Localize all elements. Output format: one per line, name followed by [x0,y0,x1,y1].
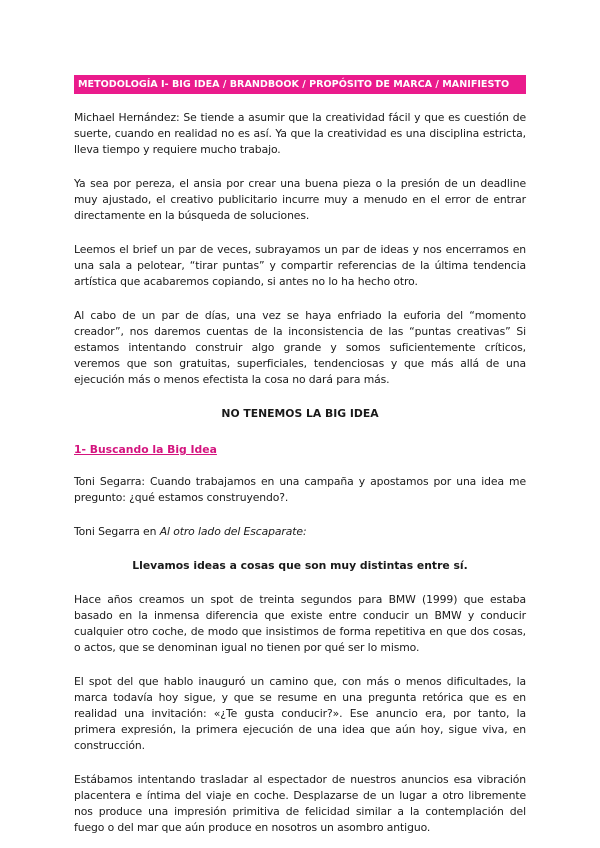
paragraph: Al cabo de un par de días, una vez se haya enfriado la euforia del “momento creador”, nos daremos cuentas de la inconsistencia de las “puntas creativas” Si estamos intentando construir algo grande y somos suficientemente críticos, veremos que son gratuitas, superficiales, tendenciosas y que más allá de una ejecución más o menos efectista la cosa no dará para más. [74,309,526,386]
paragraph: Estábamos intentando trasladar al espectador de nuestros anuncios esa vibración placentera e íntima del viaje en coche. Desplazarse de un lugar a otro libremente nos produce una impresión primitiva de felicidad similar a la contemplación del fuego o del mar que aún produce en nosotros un asombro antiguo. [74,773,526,834]
quote-heading: Llevamos ideas a cosas que son muy distintas entre sí. [132,559,468,572]
book-title: Al otro lado del Escaparate: [159,525,307,538]
citation-prefix: Toni Segarra en [74,525,157,538]
paragraph: Hace años creamos un spot de treinta segundos para BMW (1999) que estaba basado en la inmensa diferencia que existe entre conducir un BMW y conducir cualquier otro coche, de modo que insistimos de forma repetitiva en que dos cosas, o actos, que se denominan igual no tienen por qué ser lo mismo. [74,593,526,654]
paragraph: Ya sea por pereza, el ansia por crear una buena pieza o la presión de un deadline muy ajustado, el creativo publicitario incurre muy a menudo en el error de entrar directamente en la búsqueda de soluciones. [74,177,526,222]
paragraph: Michael Hernández: Se tiende a asumir que la creatividad fácil y que es cuestión de suerte, cuando en realidad no es así. Ya que la creatividad es una disciplina estricta, lleva tiempo y requiere mucho trabajo. [74,111,526,156]
document-body [74,110,526,848]
section-header-bar: METODOLOGÍA I- BIG IDEA / BRANDBOOK / PROPÓSITO DE MARCA / MANIFIESTO [74,75,526,94]
section-link-buscando-big-idea[interactable]: 1- Buscando la Big Idea [74,443,217,456]
paragraph: Toni Segarra: Cuando trabajamos en una campaña y apostamos por una idea me pregunto: ¿qué estamos construyendo?. [74,475,526,504]
centered-heading: NO TENEMOS LA BIG IDEA [221,407,379,420]
paragraph: El spot del que hablo inauguró un camino que, con más o menos dificultades, la marca todavía hoy sigue, y que se resume en una pregunta retórica que es en realidad una invitación: «¿Te gusta conducir?». Ese anuncio era, por tanto, la primera expresión, la primera ejecución de una idea que aún hoy, sigue viva, en construcción. [74,675,526,752]
paragraph [74,524,526,540]
paragraph: Leemos el brief un par de veces, subrayamos un par de ideas y nos encerramos en una sala a pelotear, “tirar puntas” y compartir referencias de la última tendencia artística que acabaremos copiando, si antes no lo ha hecho otro. [74,243,526,288]
